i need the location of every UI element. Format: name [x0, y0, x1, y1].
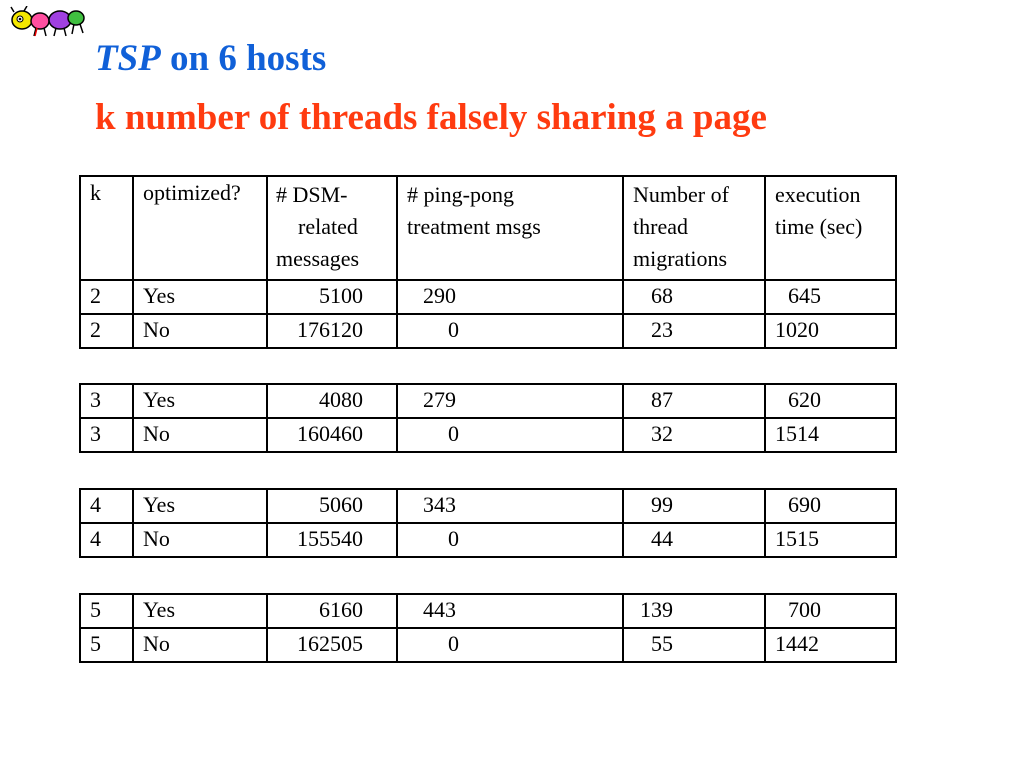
- cell-k: 3: [80, 384, 133, 418]
- cell-pingpong: 290: [397, 280, 623, 314]
- cell-migrations: 55: [623, 628, 765, 662]
- cell-dsm: 176120: [267, 314, 397, 348]
- table-row: [80, 418, 896, 452]
- cell-k: 4: [80, 523, 133, 557]
- cell-dsm: 4080: [267, 384, 397, 418]
- cell-pingpong: 0: [397, 314, 623, 348]
- cell-dsm: 5060: [267, 489, 397, 523]
- cell-pingpong: 343: [397, 489, 623, 523]
- cell-migrations: 68: [623, 280, 765, 314]
- cell-k: 4: [80, 489, 133, 523]
- cell-time: 1020: [765, 314, 896, 348]
- cell-optimized: Yes: [133, 280, 267, 314]
- cell-optimized: Yes: [133, 594, 267, 628]
- cell-time: 690: [765, 489, 896, 523]
- table-row: [80, 489, 896, 523]
- cell-migrations: 44: [623, 523, 765, 557]
- table-row: [80, 594, 896, 628]
- cell-pingpong: 0: [397, 418, 623, 452]
- slide-title: [95, 40, 326, 77]
- header-exec-time: execution time (sec): [765, 176, 896, 280]
- table-row: [80, 523, 896, 557]
- cell-k: 3: [80, 418, 133, 452]
- cell-time: 1515: [765, 523, 896, 557]
- cell-time: 645: [765, 280, 896, 314]
- results-table-k3: [79, 383, 897, 453]
- cell-time: 620: [765, 384, 896, 418]
- cell-migrations: 87: [623, 384, 765, 418]
- cell-pingpong: 279: [397, 384, 623, 418]
- cell-dsm: 6160: [267, 594, 397, 628]
- header-k: k: [80, 176, 133, 280]
- results-table-k4: [79, 488, 897, 558]
- cell-k: 5: [80, 628, 133, 662]
- cell-dsm: 5100: [267, 280, 397, 314]
- cell-optimized: No: [133, 523, 267, 557]
- results-table-k5: [79, 593, 897, 663]
- cell-optimized: No: [133, 628, 267, 662]
- cell-optimized: Yes: [133, 489, 267, 523]
- cell-pingpong: 443: [397, 594, 623, 628]
- cell-optimized: No: [133, 418, 267, 452]
- header-optimized: optimized?: [133, 176, 267, 280]
- table-row: [80, 314, 896, 348]
- cell-k: 2: [80, 280, 133, 314]
- table-row: [80, 280, 896, 314]
- cell-migrations: 99: [623, 489, 765, 523]
- header-dsm: # DSM- related messages: [267, 176, 397, 280]
- cell-dsm: 160460: [267, 418, 397, 452]
- cell-time: 700: [765, 594, 896, 628]
- cell-time: 1442: [765, 628, 896, 662]
- table-row: [80, 628, 896, 662]
- cell-migrations: 139: [623, 594, 765, 628]
- cell-pingpong: 0: [397, 523, 623, 557]
- cell-optimized: Yes: [133, 384, 267, 418]
- header-pingpong: # ping-pong treatment msgs: [397, 176, 623, 280]
- title-rest: on 6 hosts: [160, 38, 327, 79]
- slide-subtitle: k number of threads falsely sharing a page: [95, 97, 767, 138]
- header-migrations: Number of thread migrations: [623, 176, 765, 280]
- cell-optimized: No: [133, 314, 267, 348]
- results-table-k2: [79, 175, 897, 349]
- ant-logo-icon: [10, 6, 86, 38]
- cell-migrations: 23: [623, 314, 765, 348]
- table-row: [80, 384, 896, 418]
- cell-k: 2: [80, 314, 133, 348]
- cell-time: 1514: [765, 418, 896, 452]
- cell-pingpong: 0: [397, 628, 623, 662]
- cell-dsm: 155540: [267, 523, 397, 557]
- cell-k: 5: [80, 594, 133, 628]
- cell-dsm: 162505: [267, 628, 397, 662]
- title-subject: TSP: [95, 38, 161, 79]
- cell-migrations: 32: [623, 418, 765, 452]
